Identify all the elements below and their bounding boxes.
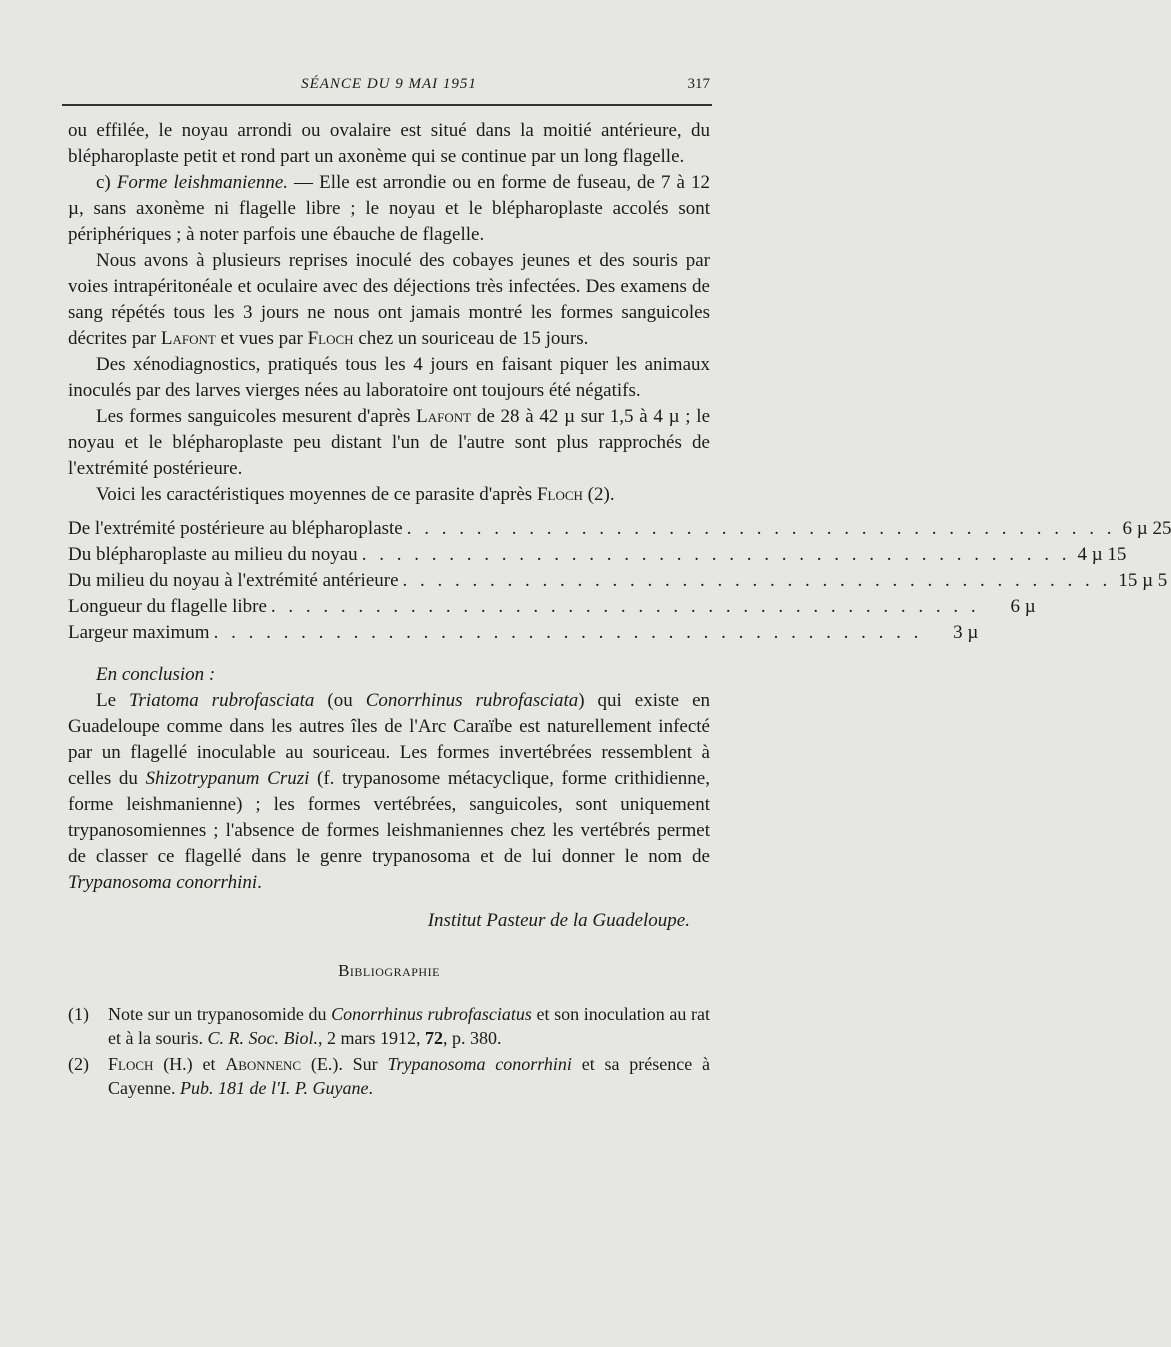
reference-2 — [68, 1052, 710, 1100]
paragraph-characteristics — [68, 482, 710, 508]
author-name: Lafont — [416, 406, 472, 427]
paragraph-text: (2). — [582, 484, 615, 505]
reference-text: , 2 mars 1912, — [317, 1028, 425, 1048]
species-name: Shizotrypanum Cruzi — [145, 768, 310, 789]
paragraph-text: (f. trypanosome métacyclique, forme crithidienne, forme leishmanienne) ; les formes vertébrées, sanguicoles, sont uniquement trypanosomiennes ; l'absence de formes leishmaniennes chez les vertébrés permet de classer ce flagellé dans le genre trypanosoma et de lui donner le nom de — [68, 768, 710, 867]
paragraph-xenodiagnostics: Des xénodiagnostics, pratiqués tous les 4 jours en faisant piquer les animaux inoculés par des larves vierges nées au laboratoire ont toujours été négatifs. — [68, 354, 710, 401]
paragraph-text: Le — [96, 690, 130, 711]
header-rule — [62, 104, 712, 106]
header-title: SÉANCE DU 9 MAI 1951 — [301, 76, 477, 92]
list-marker: c) — [96, 172, 117, 193]
author-name: Floch — [108, 1054, 154, 1074]
reference-1 — [68, 1002, 710, 1050]
reference-text: , p. 380. — [442, 1028, 502, 1048]
measurement-label: De l'extrémité postérieure au blépharoplaste — [68, 518, 403, 539]
measurement-label: Du milieu du noyau à l'extrémité antérieure — [68, 570, 399, 591]
measurement-row — [68, 516, 1171, 542]
signature: Institut Pasteur de la Guadeloupe. — [427, 910, 690, 931]
paragraph-conclusion — [68, 688, 710, 896]
measurement-row — [68, 594, 1036, 620]
author-name: Abonnenc — [225, 1054, 302, 1074]
running-header — [68, 76, 710, 102]
paragraph-text: et vues par — [215, 328, 308, 349]
reference-text: . — [368, 1078, 373, 1098]
species-name: Trypanosoma conorrhini — [68, 872, 258, 893]
reference-text: et son inoculation au rat et à la souris. — [108, 1004, 711, 1048]
reference-text: Note sur un trypanosomide du — [108, 1004, 332, 1024]
measurement-label: Largeur maximum — [68, 622, 210, 643]
measurement-value: 15 µ 5 — [1118, 570, 1168, 591]
measurement-row — [68, 568, 1168, 594]
species-name: Triatoma rubrofasciata — [129, 690, 315, 711]
volume-number: 72 — [424, 1028, 443, 1048]
paragraph-text: — Elle est arrondie ou en forme de fuseau, de 7 à 12 µ, sans axonème ni flagelle libre ; le noyau et le blépharoplaste accolés sont périphériques ; à noter parfois une ébauche de flagelle. — [68, 172, 710, 245]
leader-dots: . . . . . . . . . . . . . . . . . . . . . . . . . . . . . . . . . . . . . . . . . — [213, 622, 923, 643]
author-name: Floch — [536, 484, 583, 505]
paragraph-1: ou effilée, le noyau arrondi ou ovalaire est situé dans la moitié antérieure, du blépharoplaste petit et rond part un axonème qui se continue par un long flagelle. — [68, 120, 710, 167]
paragraph-text: ) qui existe en Guadeloupe comme dans les autres îles de l'Arc Caraïbe est naturellement infecté par un flagellé inoculable au souriceau. Les formes invertébrées ressemblent à celles du — [68, 690, 711, 789]
leader-dots: . . . . . . . . . . . . . . . . . . . . . . . . . . . . . . . . . . . . . . . . . — [402, 570, 1112, 591]
reference-text: (H.) et — [153, 1054, 226, 1074]
paragraph-text: chez un souriceau de 15 jours. — [353, 328, 589, 349]
leader-dots: . . . . . . . . . . . . . . . . . . . . . . . . . . . . . . . . . . . . . . . . . — [361, 544, 1071, 565]
measurement-row — [68, 542, 1127, 568]
author-name: Lafont — [160, 328, 216, 349]
paragraph-text: de 28 à 42 µ sur 1,5 à 4 µ ; le noyau et le blépharoplaste peu distant l'un de l'autre sont plus rapprochés de l'extrémité postérieure. — [68, 406, 710, 479]
author-name: Floch — [307, 328, 354, 349]
measurement-value: 6 µ — [1010, 596, 1036, 617]
reference-number: (1) — [68, 1004, 89, 1024]
paragraph-blood-forms — [68, 404, 710, 482]
article-body — [68, 118, 1171, 1102]
measurements-table — [68, 516, 1171, 646]
section-title: Forme leishmanienne. — [116, 172, 289, 193]
measurement-value: 3 µ — [953, 622, 979, 643]
paragraph-text: Voici les caractéristiques moyennes de ce parasite d'après — [96, 484, 537, 505]
paragraph-text: Nous avons à plusieurs reprises inoculé des cobayes jeunes et des souris par voies intrapéritonéale et oculaire avec des déjections très infectées. Des examens de sang répétés tous les 3 jours ne nous ont jamais montré les formes sanguicoles décrites par — [68, 250, 710, 349]
journal-name: C. R. Soc. Biol. — [207, 1028, 318, 1048]
bibliography-heading: Bibliographie — [338, 961, 440, 980]
page-number: 317 — [687, 76, 710, 92]
paragraph-text: Les formes sanguicoles mesurent d'après — [96, 406, 417, 427]
reference-italic: Trypanosoma conorrhini — [387, 1054, 572, 1074]
measurement-row — [68, 620, 979, 646]
reference-text: (E.). Sur — [301, 1054, 388, 1074]
measurement-value: 4 µ 15 — [1077, 544, 1127, 565]
leader-dots: . . . . . . . . . . . . . . . . . . . . . . . . . . . . . . . . . . . . . . . . . — [406, 518, 1116, 539]
measurement-label: Du blépharoplaste au milieu du noyau — [68, 544, 358, 565]
species-name: Conorrhinus rubrofasciata — [365, 690, 579, 711]
measurement-value: 6 µ 25 — [1122, 518, 1171, 539]
reference-italic: Conorrhinus rubrofasciatus — [331, 1004, 532, 1024]
paragraph-leishmanian-form — [68, 170, 710, 248]
paragraph-text: . — [257, 872, 262, 893]
reference-number: (2) — [68, 1054, 89, 1074]
paragraph-text: (ou — [314, 690, 366, 711]
reference-text: et sa présence à Cayenne. — [108, 1054, 710, 1098]
leader-dots: . . . . . . . . . . . . . . . . . . . . . . . . . . . . . . . . . . . . . . . . . — [270, 596, 980, 617]
publication-name: Pub. 181 de l'I. P. Guyane — [179, 1078, 369, 1098]
paragraph-inoculation — [68, 248, 710, 352]
conclusion-heading: En conclusion : — [96, 664, 216, 685]
measurement-label: Longueur du flagelle libre — [68, 596, 267, 617]
